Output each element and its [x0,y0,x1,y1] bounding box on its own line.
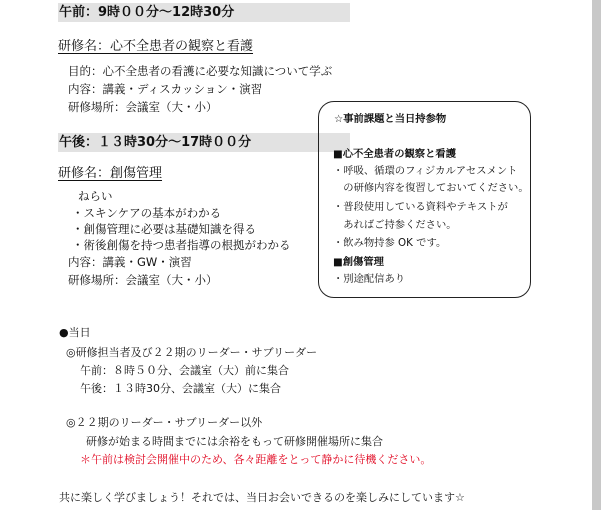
box-title: ☆事前課題と当日持参物 [334,113,447,125]
morning-title: 研修名：心不全患者の観察と看護 [58,39,254,54]
afternoon-aim-item: ・スキンケアの基本がわかる [72,206,222,220]
afternoon-aim-item: ・創傷管理に必要は基礎知識を得る [72,222,256,236]
afternoon-aim-item: ・術後創傷を持つ患者指導の根拠がわかる [72,238,291,252]
preparation-box [318,101,531,298]
box-section-heading: ■創傷管理 [333,256,384,268]
box-line: ・普段使用している資料やテキストが [333,201,508,213]
page-edge [592,0,601,510]
morning-time: 午前：9時００分～12時30分 [59,5,235,20]
day-pm: 午後：１３時30分、会議室（大）に集合 [80,382,281,395]
day-am: 午前：８時５０分、会議室（大）前に集合 [80,364,289,377]
morning-place: 研修場所：会議室（大・小） [68,100,218,114]
closing-message: 共に楽しく学びましょう！それでは、当日お会いできるのを楽しみにしています☆ [59,491,465,504]
morning-purpose: 目的：心不全患者の看護に必要な知識について学ぶ [68,64,333,78]
morning-time-band [58,3,350,22]
day-group1: ◎研修担当者及び２２期のリーダー・サブリーダー [66,346,318,359]
afternoon-time: 午後：１３時30分～17時００分 [59,135,252,150]
box-section-heading: ■心不全患者の観察と看護 [333,148,456,160]
box-line: あればご持参ください。 [333,219,457,231]
box-line: ・呼吸、循環のフィジカルアセスメント [333,165,518,177]
day-heading: ●当日 [59,326,91,339]
afternoon-time-band [58,133,350,152]
box-line: ・飲み物持参 OK です。 [333,237,447,249]
box-line: ・別途配信あり [333,273,406,285]
day-warning: ＊午前は検討会開催中のため、各々距離をとって静かに待機ください。 [80,453,432,466]
day-group2: ◎２２期のリーダー・サブリーダー以外 [66,416,263,429]
afternoon-content: 内容：講義・GW・演習 [68,255,192,269]
afternoon-place: 研修場所：会議室（大・小） [68,273,218,287]
day-group2-note: 研修が始まる時間までには余裕をもって研修開催場所に集合 [86,435,383,448]
box-line: の研修内容を復習しておいてください。 [333,182,529,194]
afternoon-aim-label: ねらい [78,189,113,203]
morning-content: 内容：講義・ディスカッション・演習 [68,82,263,96]
afternoon-title: 研修名：創傷管理 [58,166,163,181]
